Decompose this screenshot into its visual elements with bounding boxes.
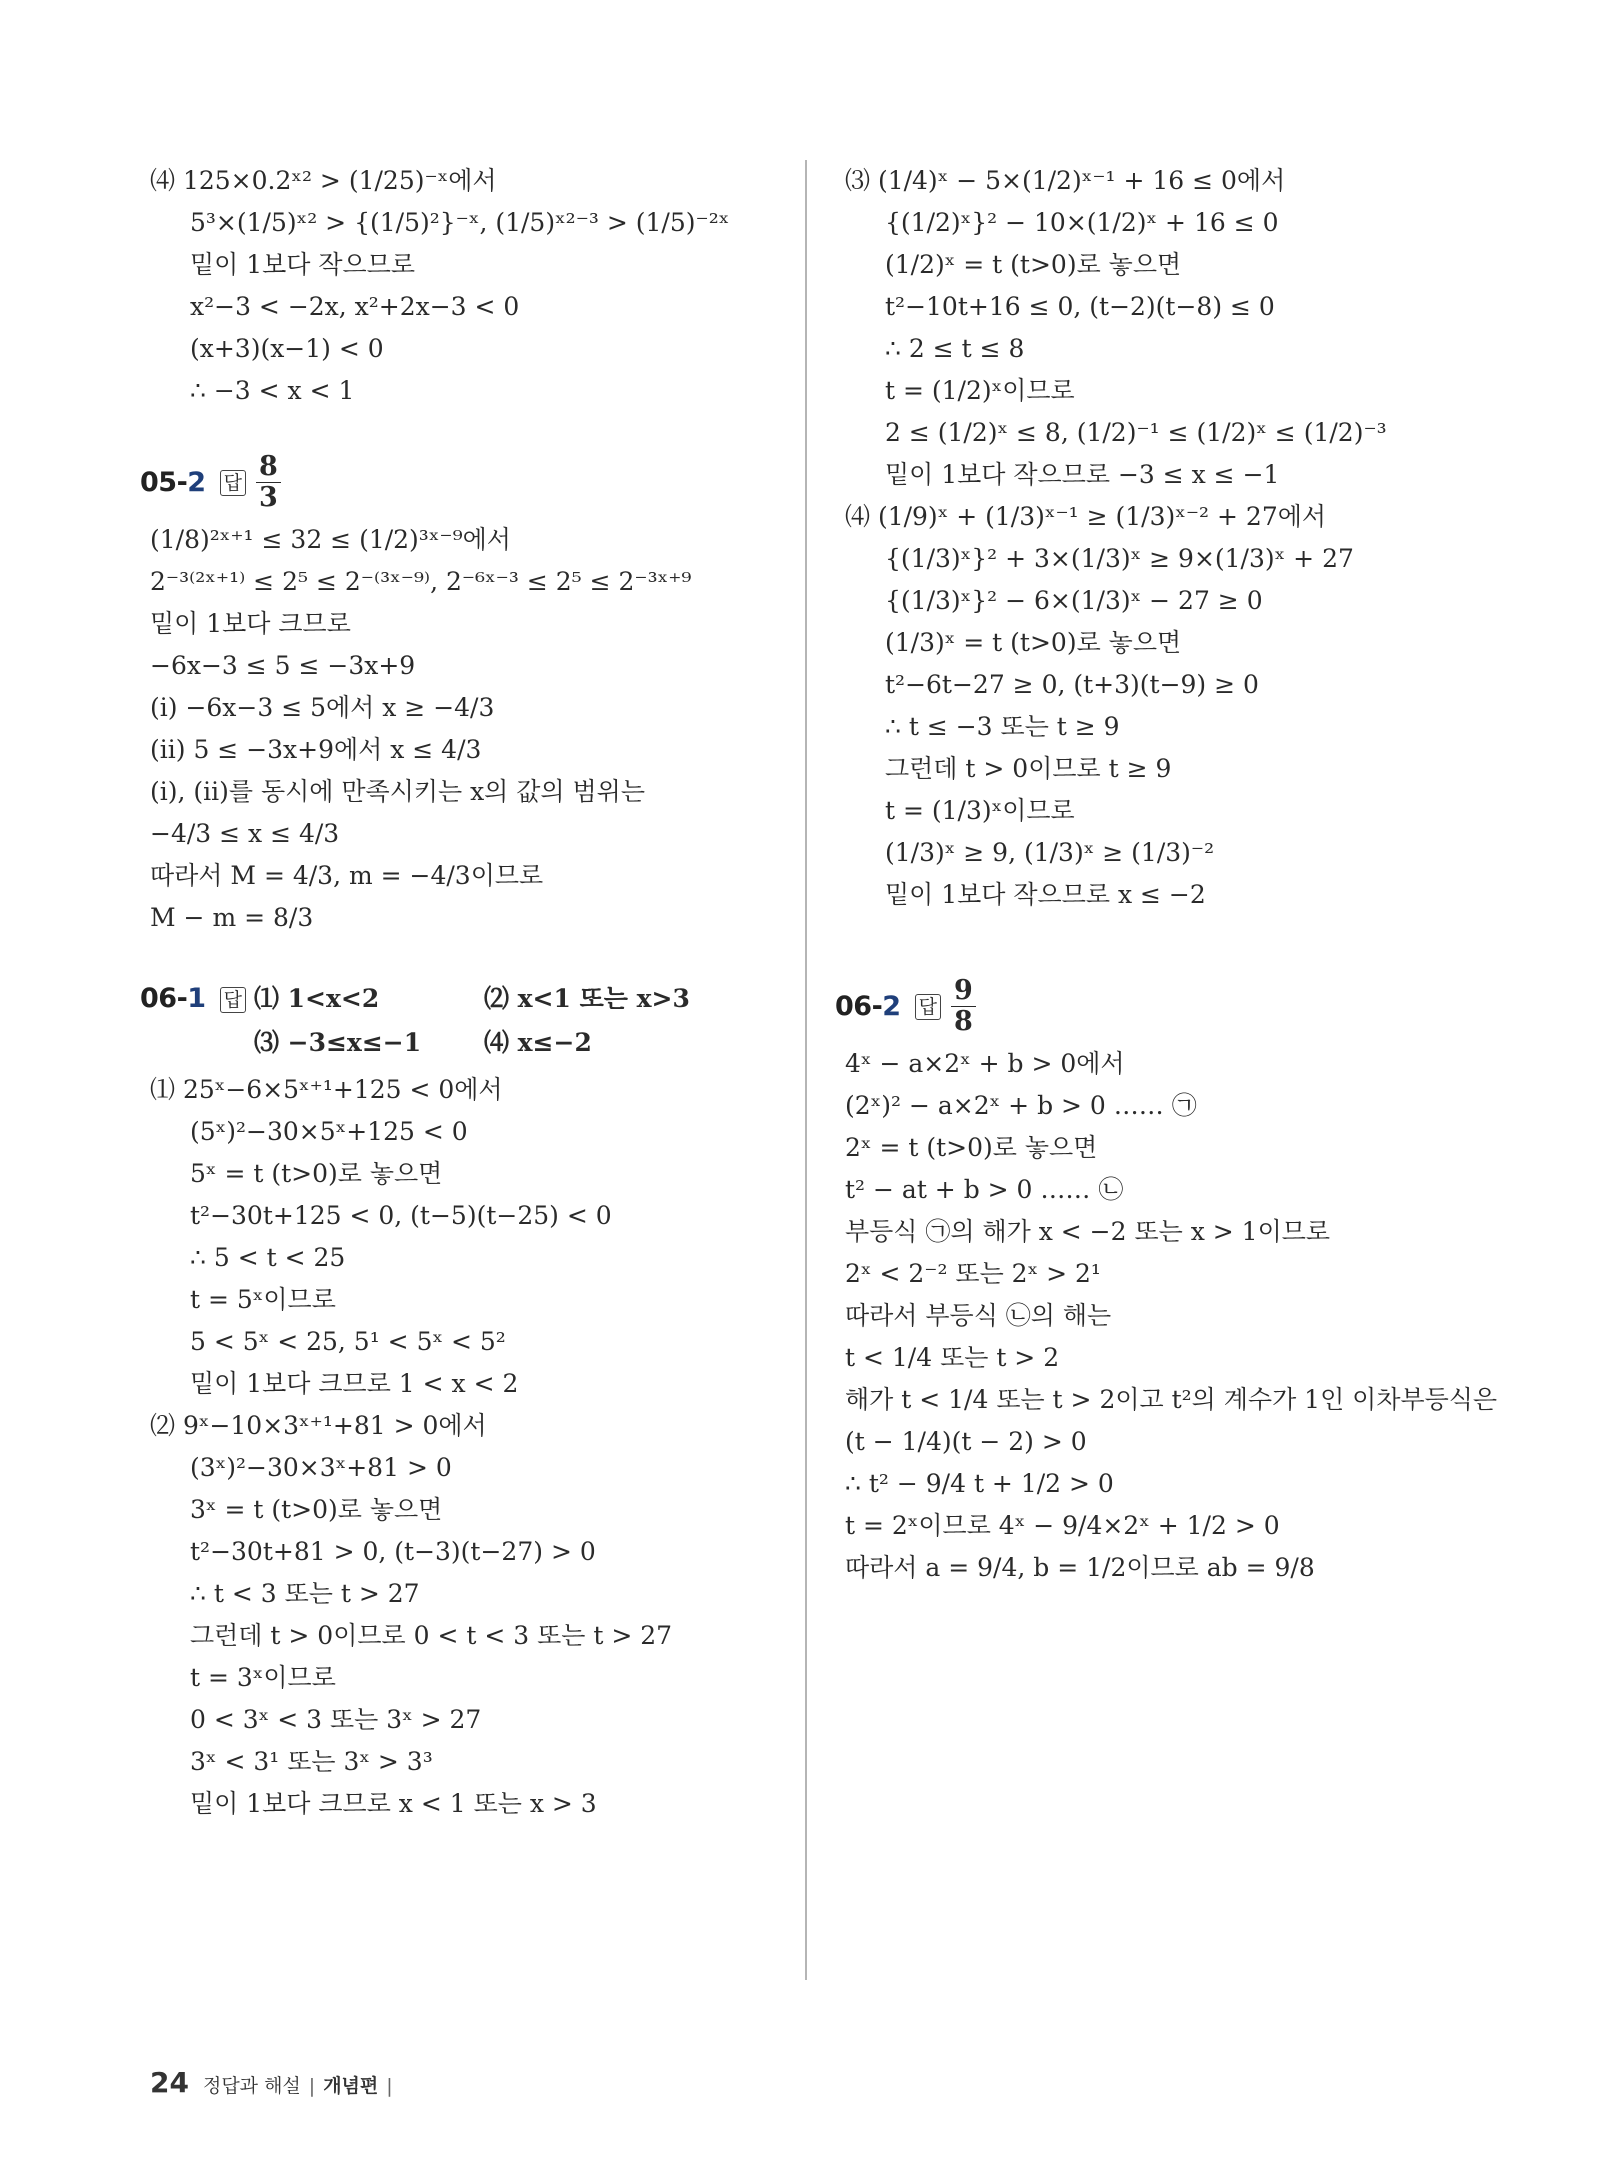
problem-number: 05-2 [140, 467, 206, 498]
solution-line: (5ˣ)²−30×5ˣ+125 < 0 [190, 1117, 468, 1146]
answer-value: $\frac{9}{8}$ [951, 976, 976, 1037]
solution-line: t²−30t+125 < 0, (t−5)(t−25) < 0 [190, 1201, 612, 1230]
solution-line: (1/3)ˣ = t (t>0)로 놓으면 [885, 628, 1182, 657]
solution-line: 해가 t < 1/4 또는 t > 2이고 t²의 계수가 1인 이차부등식은 [845, 1385, 1498, 1414]
solution-line: ∴ 2 ≤ t ≤ 8 [885, 334, 1025, 363]
solution-line: 따라서 M = 4/3, m = −4/3이므로 [150, 861, 544, 890]
solution-line: 밑이 1보다 크므로 [150, 609, 351, 638]
solution-line: 0 < 3ˣ < 3 또는 3ˣ > 27 [190, 1705, 482, 1734]
solution-line: (ⅱ) 5 ≤ −3x+9에서 x ≤ 4/3 [150, 735, 482, 764]
solution-line: t = (1/2)ˣ이므로 [885, 376, 1075, 405]
solution-line: t = 5ˣ이므로 [190, 1285, 336, 1314]
footer-separator: | [386, 2075, 393, 2097]
solution-line: t²−30t+81 > 0, (t−3)(t−27) > 0 [190, 1537, 596, 1566]
solution-line: 밑이 1보다 작으므로 −3 ≤ x ≤ −1 [885, 460, 1280, 489]
answer-item: ⑴ 1<x<2 [253, 984, 380, 1013]
solution-line: ∴ 5 < t < 25 [190, 1243, 346, 1272]
section-title: 개념편 [323, 2075, 379, 2097]
solution-line: ⑵ 9ˣ−10×3ˣ⁺¹+81 > 0에서 [150, 1411, 487, 1440]
solution-line: 밑이 1보다 크므로 1 < x < 2 [190, 1369, 519, 1398]
solution-line: ⑷ 125×0.2ˣ² > (1/25)⁻ˣ에서 [150, 166, 497, 195]
solution-line: ∴ t² − 9/4 t + 1/2 > 0 [845, 1469, 1114, 1498]
solution-line: 2⁻³⁽²ˣ⁺¹⁾ ≤ 2⁵ ≤ 2⁻⁽³ˣ⁻⁹⁾, 2⁻⁶ˣ⁻³ ≤ 2⁵ ≤ 2⁻³ˣ⁺⁹ [150, 567, 692, 596]
solution-line: 부등식 ㉠의 해가 x < −2 또는 x > 1이므로 [845, 1217, 1331, 1246]
answer-label: 답 [220, 470, 246, 496]
solution-line: 2ˣ < 2⁻² 또는 2ˣ > 2¹ [845, 1259, 1101, 1288]
answer-item: ⑷ x≤−2 [483, 1028, 592, 1057]
problem-header [835, 976, 1525, 1037]
solution-line: −6x−3 ≤ 5 ≤ −3x+9 [150, 651, 416, 680]
solution-line: 5³×(1/5)ˣ² > {(1/5)²}⁻ˣ, (1/5)ˣ²⁻³ > (1/5)⁻²ˣ [190, 208, 730, 237]
part-4-solution [150, 160, 790, 412]
answer-label: 답 [220, 987, 246, 1013]
solution-line: 그런데 t > 0이므로 t ≥ 9 [885, 754, 1172, 783]
problem-06-2 [835, 975, 1525, 1589]
solution-line: 5ˣ = t (t>0)로 놓으면 [190, 1159, 443, 1188]
solution-line: (1/8)²ˣ⁺¹ ≤ 32 ≤ (1/2)³ˣ⁻⁹에서 [150, 525, 511, 554]
solution-line: 3ˣ < 3¹ 또는 3ˣ > 3³ [190, 1747, 433, 1776]
solution-line: ∴ t ≤ −3 또는 t ≥ 9 [885, 712, 1120, 741]
column-divider [805, 160, 807, 1980]
solution-line: (t − 1/4)(t − 2) > 0 [845, 1427, 1087, 1456]
problem-05-2 [140, 451, 790, 939]
solution-line: 따라서 a = 9/4, b = 1/2이므로 ab = 9/8 [845, 1553, 1315, 1582]
solution-line: 그런데 t > 0이므로 0 < t < 3 또는 t > 27 [190, 1621, 673, 1650]
solution-line: 4ˣ − a×2ˣ + b > 0에서 [845, 1049, 1125, 1078]
answer-label: 답 [915, 994, 941, 1020]
solution-line: t = 3ˣ이므로 [190, 1663, 336, 1692]
solution-line: t²−10t+16 ≤ 0, (t−2)(t−8) ≤ 0 [885, 292, 1275, 321]
answer-item: ⑶ −3≤x≤−1 [253, 1028, 422, 1057]
page-footer [150, 2066, 401, 2099]
solution-line: (ⅰ) −6x−3 ≤ 5에서 x ≥ −4/3 [150, 693, 495, 722]
solution-line: ∴ t < 3 또는 t > 27 [190, 1579, 420, 1608]
solution-line: t²−6t−27 ≥ 0, (t+3)(t−9) ≥ 0 [885, 670, 1259, 699]
solution-line: t < 1/4 또는 t > 2 [845, 1343, 1060, 1372]
solution-line: {(1/3)ˣ}² − 6×(1/3)ˣ − 27 ≥ 0 [885, 586, 1263, 615]
solution-line: (x+3)(x−1) < 0 [190, 334, 384, 363]
solution-line: t = 2ˣ이므로 4ˣ − 9/4×2ˣ + 1/2 > 0 [845, 1511, 1280, 1540]
solution-line: (2ˣ)² − a×2ˣ + b > 0 …… ㉠ [845, 1091, 1197, 1120]
solution-line: ⑶ (1/4)ˣ − 5×(1/2)ˣ⁻¹ + 16 ≤ 0에서 [845, 166, 1286, 195]
problem-header [140, 979, 790, 1063]
solution-line: ⑴ 25ˣ−6×5ˣ⁺¹+125 < 0에서 [150, 1075, 503, 1104]
answer-list [254, 979, 714, 1063]
page-number: 24 [150, 2066, 189, 2099]
solution-line: 3ˣ = t (t>0)로 놓으면 [190, 1495, 443, 1524]
footer-separator: | [308, 2075, 316, 2097]
solution-line: 밑이 1보다 크므로 x < 1 또는 x > 3 [190, 1789, 597, 1818]
part-3-solution [845, 160, 1525, 496]
answer-value: $\frac{8}{3}$ [256, 452, 281, 513]
solution-line: −4/3 ≤ x ≤ 4/3 [150, 819, 340, 848]
solution-line: x²−3 < −2x, x²+2x−3 < 0 [190, 292, 520, 321]
solution-line: 2 ≤ (1/2)ˣ ≤ 8, (1/2)⁻¹ ≤ (1/2)ˣ ≤ (1/2)⁻³ [885, 418, 1387, 447]
book-title: 정답과 해설 [202, 2075, 301, 2097]
solution-line: {(1/2)ˣ}² − 10×(1/2)ˣ + 16 ≤ 0 [885, 208, 1279, 237]
solution-line: 2ˣ = t (t>0)로 놓으면 [845, 1133, 1098, 1162]
solution-line: 5 < 5ˣ < 25, 5¹ < 5ˣ < 5² [190, 1327, 506, 1356]
part-4-solution [845, 496, 1525, 916]
answer-item: ⑵ x<1 또는 x>3 [483, 984, 690, 1013]
solution-line: 밑이 1보다 작으므로 x ≤ −2 [885, 880, 1206, 909]
solution-line: (3ˣ)²−30×3ˣ+81 > 0 [190, 1453, 452, 1482]
solution-line: (1/3)ˣ ≥ 9, (1/3)ˣ ≥ (1/3)⁻² [885, 838, 1215, 867]
solution-line: {(1/3)ˣ}² + 3×(1/3)ˣ ≥ 9×(1/3)ˣ + 27 [885, 544, 1354, 573]
problem-number: 06-2 [835, 991, 901, 1022]
solution-line: ∴ −3 < x < 1 [190, 376, 355, 405]
solution-line: ⑷ (1/9)ˣ + (1/3)ˣ⁻¹ ≥ (1/3)ˣ⁻² + 27에서 [845, 502, 1327, 531]
solution-line: 밑이 1보다 작으므로 [190, 250, 415, 279]
solution-line: t = (1/3)ˣ이므로 [885, 796, 1075, 825]
right-column [835, 160, 1525, 1589]
solution-line: (ⅰ), (ⅱ)를 동시에 만족시키는 x의 값의 범위는 [150, 777, 645, 806]
left-column [140, 160, 790, 1825]
problem-number: 06-1 [140, 983, 206, 1014]
solution-line: (1/2)ˣ = t (t>0)로 놓으면 [885, 250, 1182, 279]
solution-line: 따라서 부등식 ㉡의 해는 [845, 1301, 1112, 1330]
problem-header [140, 452, 790, 513]
solution-line: M − m = 8/3 [150, 903, 314, 932]
solution-line: t² − at + b > 0 …… ㉡ [845, 1175, 1124, 1204]
problem-06-1 [140, 979, 790, 1825]
